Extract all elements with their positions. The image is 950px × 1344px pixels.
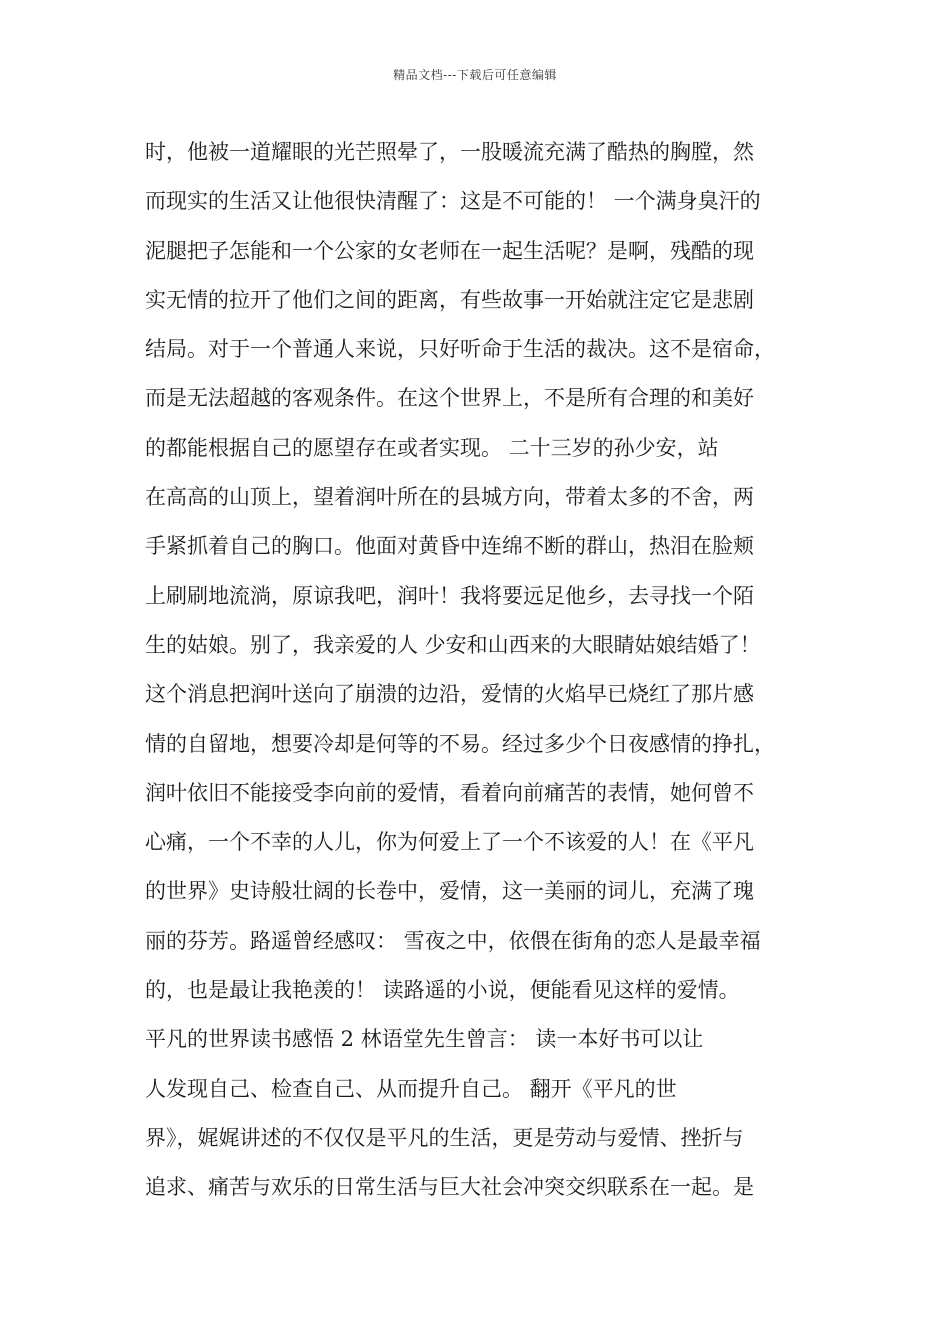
text-line: 生的姑娘。别了，我亲爱的人 少安和山西来的大眼睛姑娘结婚了！ bbox=[145, 632, 761, 657]
text-line: 而是无法超越的客观条件。在这个世界上，不是所有合理的和美好 bbox=[145, 386, 754, 411]
text-line: 平凡的世界读书感悟 2 林语堂先生曾言： 读一本好书可以让 bbox=[145, 1027, 704, 1052]
text-line: 心痛，一个不幸的人儿，你为何爱上了一个不该爱的人！在《平凡 bbox=[145, 830, 754, 855]
text-line: 时，他被一道耀眼的光芒照晕了，一股暖流充满了酷热的胸膛，然 bbox=[145, 140, 754, 164]
text-line: 的都能根据自己的愿望存在或者实现。 二十三岁的孙少安，站 bbox=[145, 435, 719, 460]
text-line: 而现实的生活又让他很快清醒了：这是不可能的！ 一个满身臭汗的 bbox=[145, 189, 761, 214]
text-line: 丽的芬芳。路遥曾经感叹： 雪夜之中，依偎在街角的恋人是最幸福 bbox=[145, 928, 761, 953]
text-line: 的世界》史诗般壮阔的长卷中，爱情，这一美丽的词儿，充满了瑰 bbox=[145, 879, 754, 904]
text-line: 润叶依旧不能接受李向前的爱情，看着向前痛苦的表情，她何曾不 bbox=[145, 780, 754, 805]
text-line: 情的自留地，想要冷却是何等的不易。经过多少个日夜感情的挣扎， bbox=[145, 731, 775, 756]
text-line: 手紧抓着自己的胸口。他面对黄昏中连绵不断的群山，热泪在脸颊 bbox=[145, 534, 754, 559]
text-line: 实无情的拉开了他们之间的距离，有些故事一开始就注定它是悲剧 bbox=[145, 287, 754, 312]
text-line: 人发现自己、检查自己、从而提升自己。 翻开《平凡的世 bbox=[145, 1076, 677, 1101]
text-line: 在高高的山顶上，望着润叶所在的县城方向，带着太多的不舍，两 bbox=[145, 485, 754, 510]
text-line: 的，也是最让我艳羡的！ 读路遥的小说，便能看见这样的爱情。 bbox=[145, 978, 740, 1003]
text-line: 界》，娓娓讲述的不仅仅是平凡的生活，更是劳动与爱情、挫折与 bbox=[145, 1125, 744, 1150]
document-body bbox=[145, 128, 825, 1213]
text-line: 泥腿把子怎能和一个公家的女老师在一起生活呢？是啊，残酷的现 bbox=[145, 238, 754, 263]
text-line: 追求、痛苦与欢乐的日常生活与巨大社会冲突交织联系在一起。是 bbox=[145, 1175, 754, 1200]
text-line: 这个消息把润叶送向了崩溃的边沿，爱情的火焰早已烧红了那片感 bbox=[145, 682, 754, 707]
page-header: 精品文档---下载后可任意编辑 bbox=[393, 68, 557, 82]
text-line: 结局。对于一个普通人来说，只好听命于生活的裁决。这不是宿命， bbox=[145, 337, 775, 362]
text-line: 上刷刷地流淌，原谅我吧，润叶！我将要远足他乡，去寻找一个陌 bbox=[145, 583, 754, 608]
